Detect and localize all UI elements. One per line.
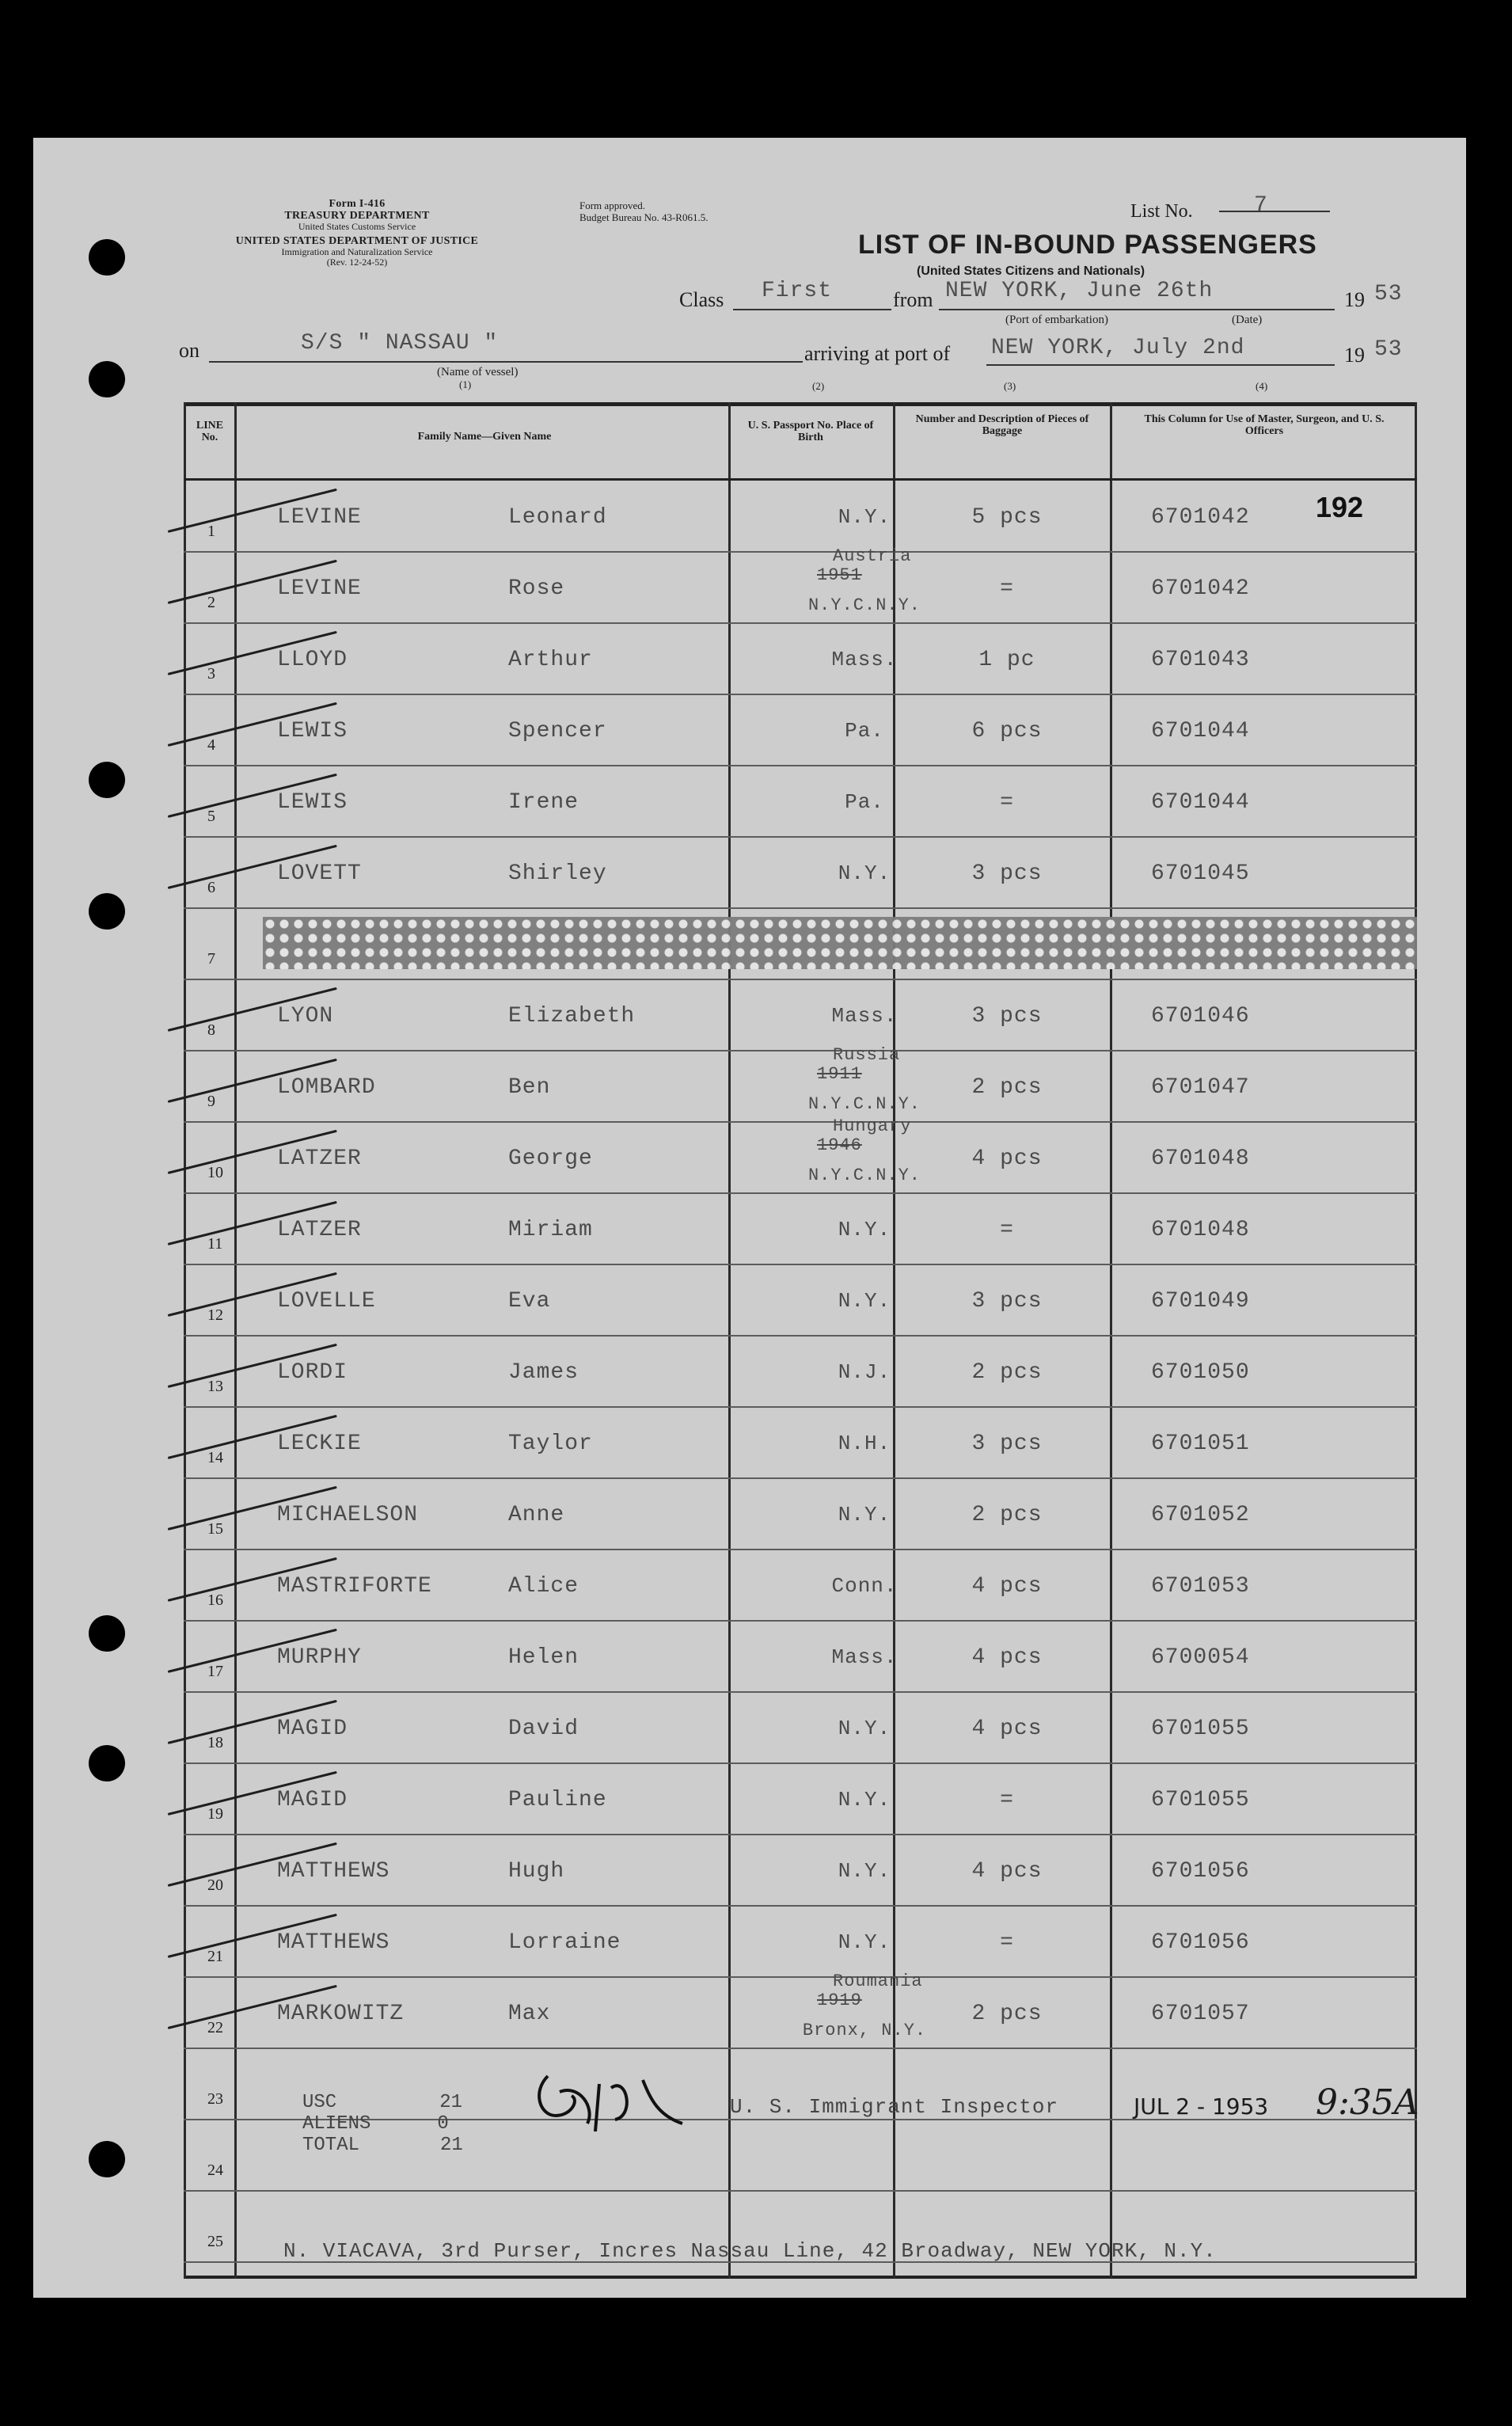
header-passport: U. S. Passport No. Place of Birth: [747, 420, 874, 443]
table-top-rule: [184, 402, 1417, 406]
place-of-birth: N.Y.: [838, 1289, 891, 1313]
vessel-line: [209, 361, 803, 363]
line-number: 1: [207, 523, 215, 540]
usc-value: 21: [439, 2092, 463, 2113]
list-no-line: [1219, 211, 1330, 212]
col-no-4: (4): [1256, 380, 1268, 392]
baggage: =: [1000, 790, 1014, 815]
given-name: Shirley: [508, 861, 607, 886]
place-of-birth: Conn.: [831, 1574, 898, 1598]
baggage: =: [1000, 1930, 1014, 1955]
budget-bureau: Budget Bureau No. 43-R061.5.: [579, 211, 709, 223]
baggage: 3 pcs: [971, 1004, 1043, 1029]
birth-country-note: Roumania: [833, 1972, 923, 1991]
family-name: LEWIS: [277, 790, 348, 815]
year-value-2: 53: [1374, 337, 1403, 362]
line-number: 15: [207, 1520, 223, 1538]
table-row: [184, 980, 1417, 1051]
given-name: Anne: [508, 1503, 565, 1527]
binder-hole: [89, 762, 125, 798]
given-name: Hugh: [508, 1859, 565, 1884]
line-number: 18: [207, 1734, 223, 1751]
page-title: LIST OF IN-BOUND PASSENGERS: [858, 230, 1317, 260]
binder-hole: [89, 2141, 125, 2177]
family-name: MICHAELSON: [277, 1503, 419, 1527]
family-name: MASTRIFORTE: [277, 1574, 432, 1599]
place-of-birth: N.Y.: [838, 1859, 891, 1883]
baggage: 1 pc: [978, 648, 1035, 672]
form-approved: Form approved.: [579, 200, 646, 211]
port-caption: (Port of embarkation): [1005, 314, 1108, 326]
usc-row: [302, 2092, 463, 2113]
form-number: Form I-416: [329, 198, 386, 210]
total-row: [302, 2135, 463, 2156]
given-name: Alice: [508, 1574, 579, 1599]
page-stamp: 192: [1316, 491, 1364, 523]
date-stamp: JUL 2 - 1953: [1134, 2093, 1269, 2120]
from-value: NEW YORK, June 26th: [945, 279, 1214, 303]
table-row: [184, 1622, 1417, 1693]
revision: (Rev. 12-24-52): [326, 257, 388, 268]
header-name: Family Name—Given Name: [417, 431, 552, 443]
given-name: Eva: [508, 1289, 551, 1314]
binder-hole: [89, 893, 125, 930]
arrival-line: [986, 364, 1335, 366]
table-row: [184, 1693, 1417, 1764]
class-label: Class: [679, 288, 724, 311]
officer-number: 6700054: [1151, 1645, 1250, 1670]
given-name: Irene: [508, 790, 579, 815]
line-number: 7: [207, 950, 215, 968]
line-number: 25: [207, 2233, 223, 2250]
col-no-3: (3): [1004, 380, 1016, 392]
given-name: Pauline: [508, 1788, 607, 1812]
birth-year-note: 1946: [817, 1135, 862, 1155]
redaction-hatch: [263, 917, 1417, 969]
family-name: LEVINE: [277, 505, 362, 530]
customs-service: United States Customs Service: [298, 221, 416, 232]
usc-label: USC: [302, 2092, 337, 2113]
table-row: [184, 1550, 1417, 1622]
place-of-birth: N.Y.C.N.Y.: [807, 1094, 921, 1114]
line-number: 5: [207, 808, 215, 825]
place-of-birth: N.J.: [838, 1360, 891, 1384]
place-of-birth: N.Y.C.N.Y.: [807, 1165, 921, 1185]
given-name: Rose: [508, 576, 565, 601]
from-label: from: [893, 288, 933, 311]
officer-number: 6701047: [1151, 1075, 1250, 1100]
line-number: 20: [207, 1877, 223, 1894]
birth-country-note: Russia: [833, 1045, 901, 1065]
place-of-birth: Pa.: [845, 719, 884, 743]
place-of-birth: Bronx, N.Y.: [802, 2021, 927, 2040]
table-row: [184, 546, 1417, 624]
officer-number: 6701050: [1151, 1360, 1250, 1385]
place-of-birth: N.H.: [838, 1432, 891, 1455]
baggage: 4 pcs: [971, 1859, 1043, 1884]
family-name: MAGID: [277, 1788, 348, 1812]
binder-hole: [89, 1745, 125, 1781]
table-row: [184, 1045, 1417, 1123]
table-row: [184, 624, 1417, 695]
baggage: 2 pcs: [971, 1503, 1043, 1527]
class-value: First: [762, 279, 833, 303]
baggage: 3 pcs: [971, 861, 1043, 886]
place-of-birth: N.Y.C.N.Y.: [807, 595, 921, 615]
given-name: Max: [508, 2002, 551, 2026]
table-row: [184, 1479, 1417, 1550]
header-rule: [184, 478, 1417, 481]
officer-number: 6701052: [1151, 1503, 1250, 1527]
line-number: 22: [207, 2019, 223, 2036]
col-no-1: (1): [459, 378, 472, 390]
family-name: MATTHEWS: [277, 1859, 390, 1884]
line-number: 10: [207, 1164, 223, 1181]
line-number: 3: [207, 665, 215, 683]
from-line: [939, 309, 1335, 310]
class-line: [733, 309, 891, 310]
place-of-birth: Mass.: [831, 1645, 898, 1669]
family-name: MAGID: [277, 1717, 348, 1741]
baggage: 4 pcs: [971, 1146, 1043, 1171]
aliens-row: [302, 2113, 463, 2135]
year-prefix-2: 19: [1344, 344, 1365, 367]
family-name: LECKIE: [277, 1432, 362, 1456]
officer-number: 6701048: [1151, 1146, 1250, 1171]
form-header: [179, 198, 535, 268]
header-baggage: Number and Description of Pieces of Baggage: [915, 413, 1089, 437]
date-caption: (Date): [1232, 314, 1263, 326]
given-name: Lorraine: [508, 1930, 621, 1955]
on-label: on: [179, 339, 199, 362]
vessel-caption: (Name of vessel): [437, 366, 519, 378]
officer-number: 6701056: [1151, 1859, 1250, 1884]
line-number: 23: [207, 2090, 223, 2108]
officer-number: 6701056: [1151, 1930, 1250, 1955]
line-number: 14: [207, 1449, 223, 1466]
baggage: =: [1000, 1218, 1014, 1242]
approval-block: [579, 200, 708, 223]
table-row: [184, 1907, 1417, 1978]
officer-number: 6701055: [1151, 1788, 1250, 1812]
col-no-2: (2): [812, 380, 825, 392]
line-number: 13: [207, 1378, 223, 1395]
table-row: [184, 1116, 1417, 1194]
total-label: TOTAL: [302, 2135, 360, 2156]
binder-hole: [89, 239, 125, 276]
line-number: 8: [207, 1021, 215, 1039]
arriving-label: arriving at port of: [804, 342, 951, 365]
inspector-title: U. S. Immigrant Inspector: [730, 2095, 1059, 2119]
baggage: =: [1000, 1788, 1014, 1812]
given-name: George: [508, 1146, 593, 1171]
time-stamp: 9:35A: [1316, 2082, 1419, 2123]
line-number: 19: [207, 1805, 223, 1823]
baggage: 6 pcs: [971, 719, 1043, 743]
given-name: Ben: [508, 1075, 551, 1100]
table-row: [184, 1337, 1417, 1408]
baggage: 4 pcs: [971, 1574, 1043, 1599]
treasury-dept: TREASURY DEPARTMENT: [284, 210, 430, 222]
officer-number: 6701049: [1151, 1289, 1250, 1314]
officer-number: 6701051: [1151, 1432, 1250, 1456]
officer-number: 6701044: [1151, 790, 1250, 815]
table-row: [184, 1408, 1417, 1479]
ins-service: Immigration and Naturalization Service: [281, 246, 433, 257]
line-number: 21: [207, 1948, 223, 1965]
officer-number: 6701043: [1151, 648, 1250, 672]
baggage: 2 pcs: [971, 1360, 1043, 1385]
officer-number: 6701042: [1151, 505, 1250, 530]
table-row: [184, 838, 1417, 909]
list-no-value: 7: [1254, 193, 1268, 218]
table-row: [184, 1972, 1417, 2049]
place-of-birth: N.Y.: [838, 1218, 891, 1242]
table-row: [184, 1265, 1417, 1337]
page-subtitle: (United States Citizens and Nationals): [917, 264, 1145, 278]
aliens-value: 0: [437, 2113, 449, 2135]
baggage: 2 pcs: [971, 1075, 1043, 1100]
given-name: Elizabeth: [508, 1004, 636, 1029]
family-name: LOVETT: [277, 861, 362, 886]
officer-number: 6701042: [1151, 576, 1250, 601]
line-number: 2: [207, 594, 215, 611]
family-name: LEWIS: [277, 719, 348, 743]
place-of-birth: N.Y.: [838, 1503, 891, 1527]
family-name: LOMBARD: [277, 1075, 376, 1100]
family-name: MARKOWITZ: [277, 2002, 405, 2026]
officer-number: 6701046: [1151, 1004, 1250, 1029]
aliens-label: ALIENS: [302, 2113, 371, 2135]
family-name: LATZER: [277, 1146, 362, 1171]
binder-hole: [89, 361, 125, 397]
baggage: 4 pcs: [971, 1645, 1043, 1670]
given-name: David: [508, 1717, 579, 1741]
year-value: 53: [1374, 282, 1403, 306]
header-line-no: LINE No.: [196, 420, 224, 443]
family-name: LYON: [277, 1004, 334, 1029]
family-name: MURPHY: [277, 1645, 362, 1670]
birth-year-note: 1951: [817, 565, 862, 585]
family-name: LLOYD: [277, 648, 348, 672]
baggage: 4 pcs: [971, 1717, 1043, 1741]
family-name: LEVINE: [277, 576, 362, 601]
line-number: 17: [207, 1663, 223, 1680]
place-of-birth: N.Y.: [838, 1788, 891, 1812]
birth-year-note: 1911: [817, 1064, 862, 1084]
baggage: =: [1000, 576, 1014, 601]
line-number: 4: [207, 736, 215, 754]
place-of-birth: N.Y.: [838, 1930, 891, 1954]
birth-country-note: Hungary: [833, 1116, 912, 1136]
table-row: [184, 695, 1417, 766]
officer-number: 6701044: [1151, 719, 1250, 743]
table-row: [184, 1194, 1417, 1265]
place-of-birth: N.Y.: [838, 1717, 891, 1740]
place-of-birth: Mass.: [831, 1004, 898, 1028]
table-row: [184, 1764, 1417, 1835]
line-number: 16: [207, 1591, 223, 1609]
officer-number: 6701048: [1151, 1218, 1250, 1242]
arrival-value: NEW YORK, July 2nd: [991, 336, 1245, 360]
year-prefix: 19: [1344, 288, 1365, 311]
place-of-birth: N.Y.: [838, 861, 891, 885]
officer-number: 6701057: [1151, 2002, 1250, 2026]
binder-hole: [89, 1615, 125, 1652]
inspector-signature: [524, 2068, 698, 2139]
officer-number: 6701045: [1151, 861, 1250, 886]
place-of-birth: Mass.: [831, 648, 898, 671]
passenger-table: [184, 402, 1417, 2279]
place-of-birth: N.Y.: [838, 505, 891, 529]
birth-year-note: 1919: [817, 1991, 862, 2010]
table-row: [184, 766, 1417, 838]
officer-number: 6701053: [1151, 1574, 1250, 1599]
table-bottom-rule: [184, 2276, 1417, 2279]
given-name: Taylor: [508, 1432, 593, 1456]
family-name: MATTHEWS: [277, 1930, 390, 1955]
given-name: Miriam: [508, 1218, 593, 1242]
total-value: 21: [440, 2135, 463, 2156]
header-officers: This Column for Use of Master, Surgeon, and U. S. Officers: [1144, 413, 1385, 437]
baggage: 3 pcs: [971, 1432, 1043, 1456]
given-name: James: [508, 1360, 579, 1385]
vessel-name: S/S " NASSAU ": [301, 331, 499, 356]
line-number: 9: [207, 1093, 215, 1110]
justice-dept: UNITED STATES DEPARTMENT OF JUSTICE: [235, 235, 479, 247]
line-number: 12: [207, 1306, 223, 1324]
line-number: 24: [207, 2162, 223, 2179]
place-of-birth: Pa.: [845, 790, 884, 814]
table-row: [184, 481, 1417, 553]
given-name: Spencer: [508, 719, 607, 743]
birth-country-note: Austria: [833, 546, 912, 566]
line-number: 6: [207, 879, 215, 896]
baggage: 2 pcs: [971, 2002, 1043, 2026]
table-row: [184, 1835, 1417, 1907]
officer-number: 6701055: [1151, 1717, 1250, 1741]
given-name: Leonard: [508, 505, 607, 530]
baggage: 5 pcs: [971, 505, 1043, 530]
table-row: [184, 909, 1417, 980]
family-name: LATZER: [277, 1218, 362, 1242]
purser-line: N. VIACAVA, 3rd Purser, Incres Nassau Line, 42 Broadway, NEW YORK, N.Y.: [283, 2239, 1217, 2263]
baggage: 3 pcs: [971, 1289, 1043, 1314]
list-no-label: List No.: [1130, 201, 1193, 222]
line-number: 11: [207, 1235, 223, 1253]
family-name: LOVELLE: [277, 1289, 376, 1314]
family-name: LORDI: [277, 1360, 348, 1385]
totals-block: [302, 2092, 463, 2156]
given-name: Helen: [508, 1645, 579, 1670]
given-name: Arthur: [508, 648, 593, 672]
